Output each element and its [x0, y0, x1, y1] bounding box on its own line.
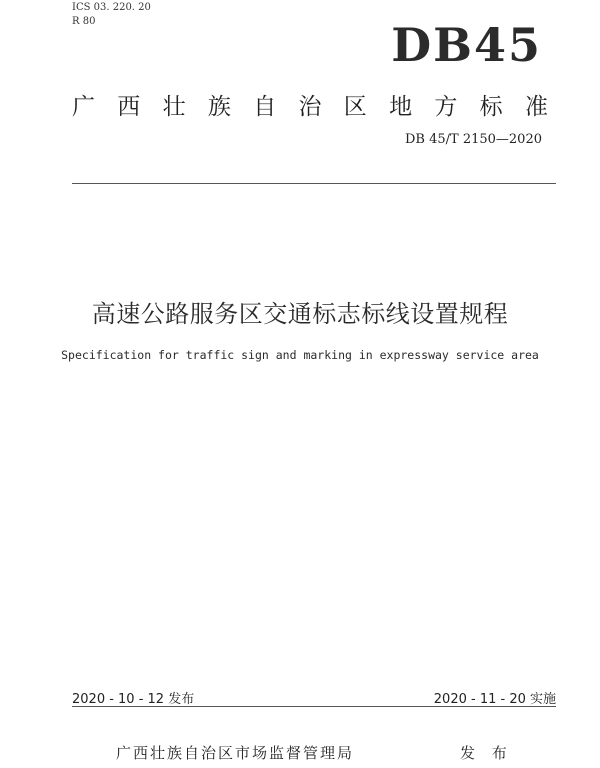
ccs-code: R 80: [72, 16, 96, 27]
standard-type-char: 族: [207, 94, 231, 120]
standard-type-char: 西: [117, 94, 141, 120]
top-divider: [72, 183, 556, 184]
standard-number: DB 45/T 2150—2020: [404, 132, 542, 147]
standard-type-char: 准: [524, 94, 548, 120]
bottom-divider: [72, 706, 556, 707]
standard-type-char: 方: [434, 94, 458, 120]
standard-logo: DB45: [391, 18, 542, 72]
issue-label: 发 布: [460, 744, 513, 762]
title-english: Specification for traffic sign and marking in expressway service area: [61, 348, 539, 362]
title-chinese: 高速公路服务区交通标志标线设置规程: [91, 300, 509, 328]
standard-type-char: 治: [298, 94, 322, 120]
standard-type-char: 自: [253, 94, 277, 120]
standard-type: [72, 88, 548, 121]
standard-type-char: 地: [389, 94, 413, 120]
standard-type-char: 区: [343, 94, 367, 120]
ics-code: ICS 03. 220. 20: [72, 2, 151, 13]
standard-type-char: 广: [72, 94, 95, 120]
standard-type-char: 壮: [162, 94, 186, 120]
standard-type-char: 标: [479, 94, 503, 120]
issuing-authority: 广西壮族自治区市场监督管理局: [116, 744, 355, 762]
issue-date: 2020 - 10 - 12 发布: [72, 692, 195, 707]
implementation-date: 2020 - 11 - 20 实施: [433, 692, 556, 707]
